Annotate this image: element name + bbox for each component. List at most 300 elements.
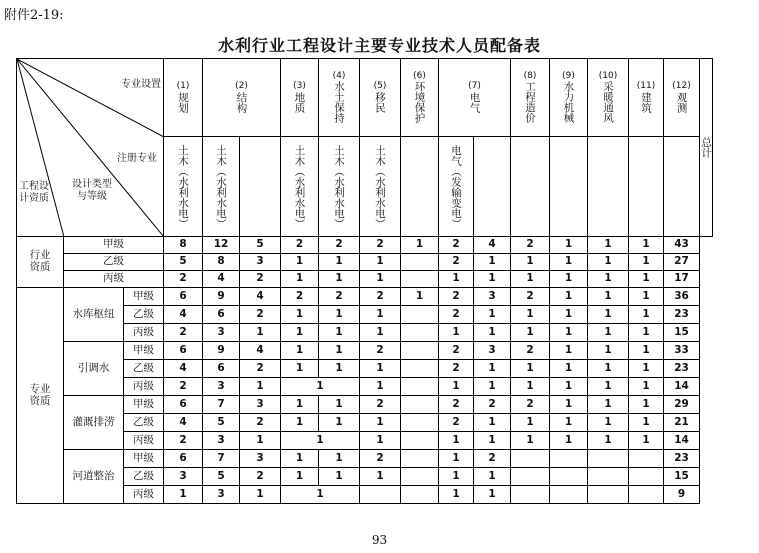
- total-cell: 14: [664, 432, 700, 450]
- prof-num: (9): [562, 70, 575, 81]
- value-cell-merged: 1: [281, 432, 360, 450]
- total-cell: 15: [664, 324, 700, 342]
- value-cell: 1: [474, 378, 511, 396]
- value-cell: 1: [629, 237, 664, 254]
- registered-empty: [664, 137, 700, 237]
- prof-header-hydro-machinery: [550, 59, 588, 137]
- value-cell: 6: [164, 342, 203, 360]
- prof-num: (11): [636, 81, 656, 92]
- value-cell: [401, 396, 439, 414]
- value-cell: 7: [203, 450, 240, 468]
- value-cell: 1: [240, 432, 281, 450]
- total-cell: 17: [664, 271, 700, 288]
- value-cell: 1: [319, 306, 360, 324]
- table-row: [17, 271, 713, 288]
- value-cell: 1: [629, 254, 664, 271]
- value-cell: 4: [164, 306, 203, 324]
- total-cell: 33: [664, 342, 700, 360]
- value-cell: 2: [439, 288, 474, 306]
- group-label: 专业资质: [29, 382, 51, 407]
- prof-num: (5): [373, 81, 387, 92]
- industry-qualification-cell: [17, 237, 64, 288]
- registered-specialty-label: 注册专业: [117, 153, 157, 164]
- value-cell: 8: [203, 254, 240, 271]
- value-cell: [401, 324, 439, 342]
- value-cell: [588, 486, 629, 504]
- grade-cell: 乙级: [124, 414, 164, 432]
- category-diversion: 引调水: [64, 342, 124, 396]
- value-cell: 1: [629, 378, 664, 396]
- value-cell: 1: [550, 378, 588, 396]
- value-cell: 1: [550, 342, 588, 360]
- value-cell: [401, 254, 439, 271]
- prof-num: (10): [598, 70, 618, 81]
- registered-empty: [629, 137, 664, 237]
- design-type-label: 设计类型与等级: [72, 179, 112, 202]
- value-cell: [360, 486, 401, 504]
- value-cell: 1: [360, 360, 401, 378]
- prof-num: (6): [413, 70, 426, 81]
- grade-cell: 丙级: [124, 432, 164, 450]
- value-cell: 1: [319, 342, 360, 360]
- value-cell: 5: [203, 468, 240, 486]
- value-cell: 1: [550, 414, 588, 432]
- prof-name: 规划: [177, 91, 190, 113]
- value-cell: 1: [511, 378, 550, 396]
- prof-header-soil-conservation: [319, 59, 360, 137]
- total-cell: 23: [664, 306, 700, 324]
- value-cell: 1: [281, 254, 319, 271]
- value-cell: 12: [203, 237, 240, 254]
- value-cell: [401, 360, 439, 378]
- grade-cell: 丙级: [124, 324, 164, 342]
- value-cell: 1: [629, 360, 664, 378]
- total-cell: 43: [664, 237, 700, 254]
- value-cell: 2: [439, 396, 474, 414]
- value-cell: 1: [240, 378, 281, 396]
- value-cell: 1: [439, 432, 474, 450]
- value-cell: 1: [360, 254, 401, 271]
- value-cell: 1: [588, 254, 629, 271]
- grade-cell: 乙级: [124, 468, 164, 486]
- value-cell: 2: [360, 288, 401, 306]
- value-cell: 1: [511, 271, 550, 288]
- specialty-qualification-cell: [17, 288, 64, 504]
- value-cell: 2: [281, 288, 319, 306]
- value-cell: [511, 486, 550, 504]
- value-cell: 2: [511, 237, 550, 254]
- value-cell: 1: [281, 342, 319, 360]
- grade-cell: 丙级: [124, 378, 164, 396]
- value-cell: 4: [203, 271, 240, 288]
- value-cell: 1: [474, 468, 511, 486]
- registered-text: 土木（水利水电）: [293, 144, 306, 229]
- grade-cell: 甲级: [124, 342, 164, 360]
- value-cell: [629, 486, 664, 504]
- registered-text: 土木（水利水电）: [374, 144, 387, 229]
- registered-text: 土木（水利水电）: [177, 144, 190, 229]
- prof-name: 水力机械: [562, 81, 575, 124]
- prof-name: 建筑: [640, 91, 653, 113]
- value-cell: 3: [474, 288, 511, 306]
- value-cell: 1: [164, 486, 203, 504]
- value-cell: [401, 271, 439, 288]
- prof-name: 结构: [235, 91, 248, 113]
- value-cell: 2: [511, 288, 550, 306]
- value-cell: 2: [511, 396, 550, 414]
- registered-7: [439, 137, 474, 237]
- value-cell: 1: [588, 342, 629, 360]
- value-cell: [588, 468, 629, 486]
- grade-cell: 乙级: [124, 306, 164, 324]
- value-cell: 1: [588, 378, 629, 396]
- value-cell: 1: [281, 450, 319, 468]
- value-cell: 1: [401, 288, 439, 306]
- value-cell: 1: [588, 306, 629, 324]
- value-cell: 5: [203, 414, 240, 432]
- total-cell: 36: [664, 288, 700, 306]
- value-cell: [550, 468, 588, 486]
- value-cell: [401, 432, 439, 450]
- value-cell: 2: [360, 342, 401, 360]
- table-row: [17, 342, 713, 360]
- prof-name: 环境保护: [413, 81, 426, 124]
- grade-cell: 甲级: [124, 396, 164, 414]
- value-cell: 3: [203, 432, 240, 450]
- value-cell: 1: [281, 468, 319, 486]
- value-cell: 1: [511, 360, 550, 378]
- value-cell: [401, 450, 439, 468]
- value-cell: 1: [360, 271, 401, 288]
- prof-name: 移民: [374, 91, 387, 113]
- qualification-label: 工程设计资质: [19, 181, 49, 204]
- value-cell: 1: [474, 254, 511, 271]
- value-cell: 4: [164, 360, 203, 378]
- total-cell: 9: [664, 486, 700, 504]
- grade-cell: 乙级: [124, 360, 164, 378]
- value-cell: 1: [588, 288, 629, 306]
- value-cell: 1: [319, 414, 360, 432]
- value-cell: 8: [164, 237, 203, 254]
- value-cell: [511, 450, 550, 468]
- value-cell: 4: [164, 414, 203, 432]
- prof-header-planning: [164, 59, 203, 137]
- value-cell: 4: [240, 342, 281, 360]
- prof-num: (2): [235, 81, 248, 92]
- value-cell: 1: [629, 324, 664, 342]
- total-cell: 29: [664, 396, 700, 414]
- category-irrigation: 灌溉排涝: [64, 396, 124, 450]
- value-cell: [401, 486, 439, 504]
- value-cell: [401, 306, 439, 324]
- staffing-table: [16, 58, 713, 504]
- value-cell: 7: [203, 396, 240, 414]
- value-cell-merged: 1: [281, 378, 360, 396]
- prof-name: 工程造价: [524, 81, 537, 124]
- value-cell: 2: [439, 342, 474, 360]
- value-cell: 1: [511, 432, 550, 450]
- value-cell: 2: [240, 306, 281, 324]
- value-cell: 1: [511, 324, 550, 342]
- value-cell: 1: [281, 306, 319, 324]
- value-cell: [401, 342, 439, 360]
- total-cell: 15: [664, 468, 700, 486]
- prof-header-hvac: [588, 59, 629, 137]
- value-cell: [629, 468, 664, 486]
- category-reservoir: 水库枢纽: [64, 288, 124, 342]
- value-cell: 1: [319, 254, 360, 271]
- prof-name: 水土保持: [333, 81, 346, 124]
- value-cell: 1: [474, 486, 511, 504]
- value-cell: [550, 486, 588, 504]
- registered-empty: [401, 137, 439, 237]
- prof-num: (8): [523, 70, 537, 81]
- value-cell: 1: [319, 468, 360, 486]
- value-cell: [629, 450, 664, 468]
- value-cell: 6: [164, 450, 203, 468]
- value-cell: 1: [629, 396, 664, 414]
- total-header: [700, 59, 713, 237]
- value-cell: 1: [360, 414, 401, 432]
- value-cell: 2: [164, 324, 203, 342]
- grade-cell: 丙级: [124, 486, 164, 504]
- prof-header-architecture: [629, 59, 664, 137]
- value-cell: 1: [588, 396, 629, 414]
- value-cell: 2: [281, 237, 319, 254]
- attachment-label: 附件2-19:: [4, 8, 64, 23]
- value-cell: 1: [474, 271, 511, 288]
- value-cell: 4: [240, 288, 281, 306]
- value-cell: 2: [240, 468, 281, 486]
- value-cell: 1: [588, 432, 629, 450]
- value-cell: 2: [439, 360, 474, 378]
- registered-5: [360, 137, 401, 237]
- value-cell: 1: [588, 414, 629, 432]
- total-cell: 27: [664, 254, 700, 271]
- value-cell: 1: [629, 306, 664, 324]
- registered-text: 电气（发输变电）: [450, 144, 463, 229]
- prof-name: 采暖通风: [602, 81, 615, 124]
- value-cell: 4: [474, 237, 511, 254]
- value-cell: 1: [439, 468, 474, 486]
- value-cell: 1: [319, 324, 360, 342]
- value-cell: 1: [550, 324, 588, 342]
- value-cell: 1: [474, 324, 511, 342]
- value-cell: 1: [281, 324, 319, 342]
- total-cell: 23: [664, 450, 700, 468]
- value-cell: 1: [240, 486, 281, 504]
- grade-cell: 甲级: [124, 450, 164, 468]
- prof-header-monitoring: [664, 59, 700, 137]
- prof-num: (12): [672, 81, 691, 92]
- value-cell: 2: [240, 271, 281, 288]
- value-cell: 1: [588, 271, 629, 288]
- registered-3: [281, 137, 319, 237]
- table-row: [17, 288, 713, 306]
- value-cell: 2: [439, 254, 474, 271]
- value-cell: 1: [629, 342, 664, 360]
- value-cell: [550, 450, 588, 468]
- value-cell: 1: [240, 324, 281, 342]
- value-cell: 3: [203, 486, 240, 504]
- value-cell: 1: [550, 306, 588, 324]
- value-cell: 2: [164, 432, 203, 450]
- value-cell: 2: [474, 450, 511, 468]
- value-cell: 6: [203, 360, 240, 378]
- category-river: 河道整治: [64, 450, 124, 504]
- total-cell: 23: [664, 360, 700, 378]
- prof-num: (4): [332, 70, 346, 81]
- value-cell: 2: [360, 396, 401, 414]
- value-cell: 5: [164, 254, 203, 271]
- value-cell: 1: [511, 414, 550, 432]
- registered-empty: [511, 137, 550, 237]
- page-number: 93: [371, 533, 388, 547]
- value-cell: 1: [281, 271, 319, 288]
- table-row: [17, 254, 713, 271]
- value-cell: 1: [629, 432, 664, 450]
- value-cell: 2: [240, 414, 281, 432]
- prof-header-environment: [401, 59, 439, 137]
- specialty-setting-label: 专业设置: [121, 79, 161, 90]
- prof-name: 观测: [675, 91, 688, 113]
- registered-empty: [240, 137, 281, 237]
- value-cell: 3: [474, 342, 511, 360]
- value-cell: 1: [550, 360, 588, 378]
- value-cell: 1: [474, 414, 511, 432]
- prof-header-geology: [281, 59, 319, 137]
- prof-name: 电气: [468, 91, 481, 113]
- value-cell: 2: [319, 237, 360, 254]
- value-cell: 2: [511, 342, 550, 360]
- value-cell: 1: [281, 396, 319, 414]
- value-cell: [401, 414, 439, 432]
- total-cell: 21: [664, 414, 700, 432]
- value-cell: 1: [360, 306, 401, 324]
- prof-name: 地质: [293, 91, 306, 113]
- value-cell: 1: [550, 432, 588, 450]
- value-cell: 1: [474, 360, 511, 378]
- grade-cell: 甲级: [64, 237, 164, 254]
- value-cell: 2: [439, 306, 474, 324]
- value-cell: 1: [360, 468, 401, 486]
- value-cell: 1: [550, 254, 588, 271]
- corner-header: [17, 59, 164, 237]
- value-cell: 6: [164, 396, 203, 414]
- prof-num: (7): [468, 81, 481, 92]
- value-cell: 1: [439, 324, 474, 342]
- value-cell: 1: [401, 237, 439, 254]
- value-cell: 1: [511, 306, 550, 324]
- value-cell: 6: [164, 288, 203, 306]
- table-title: 水利行业工程设计主要专业技术人员配备表: [217, 36, 541, 55]
- value-cell: 1: [319, 271, 360, 288]
- registered-text: 土木（水利水电）: [215, 144, 228, 229]
- value-cell: 1: [629, 288, 664, 306]
- prof-num: (1): [176, 81, 190, 92]
- total-label: 总计: [700, 137, 713, 158]
- value-cell: 9: [203, 342, 240, 360]
- value-cell: 5: [240, 237, 281, 254]
- registered-2: [203, 137, 240, 237]
- value-cell: 1: [550, 288, 588, 306]
- value-cell: 1: [360, 324, 401, 342]
- value-cell: 2: [164, 378, 203, 396]
- value-cell: 1: [550, 396, 588, 414]
- grade-cell: 甲级: [124, 288, 164, 306]
- registered-empty: [550, 137, 588, 237]
- value-cell: 1: [511, 254, 550, 271]
- value-cell: 3: [240, 254, 281, 271]
- registered-1: [164, 137, 203, 237]
- value-cell: 1: [439, 450, 474, 468]
- value-cell: 1: [319, 396, 360, 414]
- registered-text: 土木（水利水电）: [333, 144, 346, 229]
- table-row: [17, 396, 713, 414]
- value-cell: 1: [360, 432, 401, 450]
- value-cell: 1: [588, 360, 629, 378]
- table-row: [17, 450, 713, 468]
- value-cell: [511, 468, 550, 486]
- value-cell: 2: [319, 288, 360, 306]
- total-cell: 14: [664, 378, 700, 396]
- value-cell: 1: [439, 271, 474, 288]
- registered-empty: [474, 137, 511, 237]
- value-cell: 3: [203, 324, 240, 342]
- value-cell: 1: [588, 237, 629, 254]
- value-cell: 1: [550, 271, 588, 288]
- registered-empty: [588, 137, 629, 237]
- value-cell: 1: [439, 486, 474, 504]
- value-cell-merged: 1: [281, 486, 360, 504]
- value-cell: 1: [474, 306, 511, 324]
- value-cell: [588, 450, 629, 468]
- value-cell: [401, 378, 439, 396]
- value-cell: 2: [240, 360, 281, 378]
- value-cell: 2: [164, 271, 203, 288]
- grade-cell: 丙级: [64, 271, 164, 288]
- group-label: 行业资质: [29, 249, 51, 273]
- value-cell: 3: [240, 396, 281, 414]
- value-cell: [401, 468, 439, 486]
- prof-num: (3): [293, 81, 306, 92]
- value-cell: 1: [629, 271, 664, 288]
- value-cell: 1: [474, 432, 511, 450]
- value-cell: 9: [203, 288, 240, 306]
- value-cell: 1: [588, 324, 629, 342]
- value-cell: 1: [319, 450, 360, 468]
- value-cell: 1: [360, 378, 401, 396]
- value-cell: 2: [360, 237, 401, 254]
- value-cell: 1: [319, 360, 360, 378]
- value-cell: 3: [203, 378, 240, 396]
- prof-header-structure: [203, 59, 281, 137]
- value-cell: 2: [474, 396, 511, 414]
- registered-4: [319, 137, 360, 237]
- value-cell: 1: [281, 360, 319, 378]
- value-cell: 1: [439, 378, 474, 396]
- value-cell: 6: [203, 306, 240, 324]
- grade-cell: 乙级: [64, 254, 164, 271]
- value-cell: 2: [439, 237, 474, 254]
- value-cell: 1: [550, 237, 588, 254]
- value-cell: 3: [164, 468, 203, 486]
- value-cell: 3: [240, 450, 281, 468]
- value-cell: 2: [360, 450, 401, 468]
- value-cell: 1: [629, 414, 664, 432]
- value-cell: 1: [281, 414, 319, 432]
- prof-header-cost: [511, 59, 550, 137]
